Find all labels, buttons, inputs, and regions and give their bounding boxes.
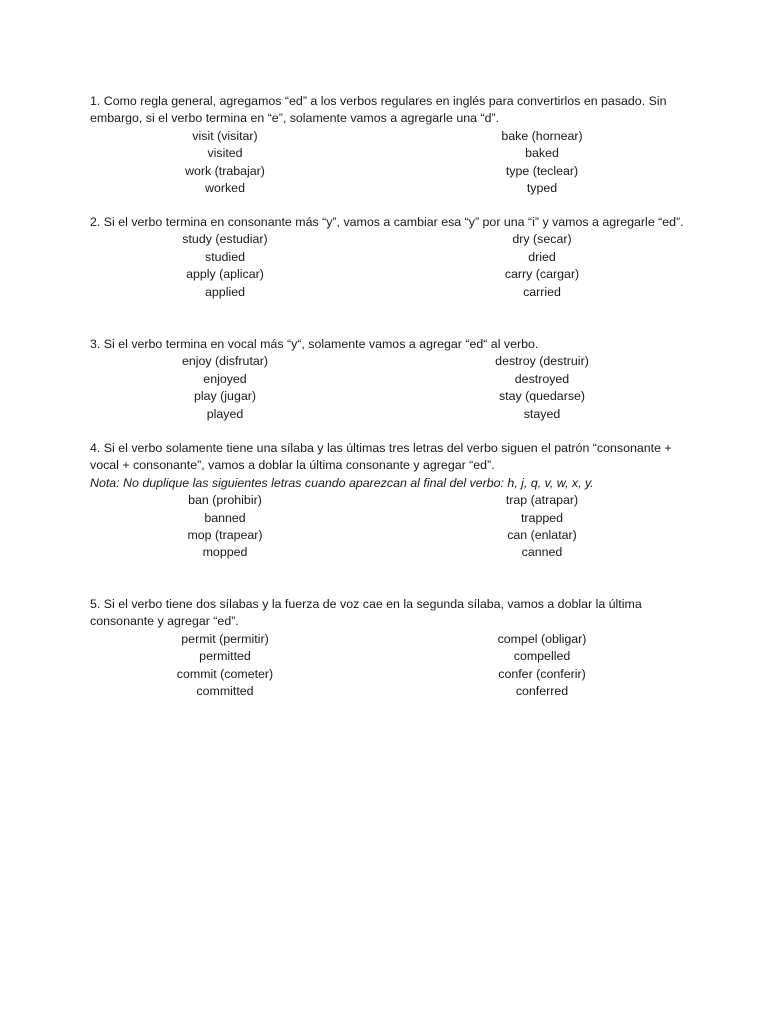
rule-3-left-column — [105, 353, 345, 423]
example-verb: carry (cargar) — [504, 267, 580, 282]
example-verb: mop (trapear) — [187, 528, 263, 542]
rule-4-text: 4. Si el verbo solamente tiene una sílaba y las últimas tres letras del verbo siguen el patrón “consonante + vocal + consonante”, vamos a doblar la última consonante y agregar “ed”. — [90, 441, 672, 473]
example-past: canned — [521, 545, 563, 560]
example-verb: can (enlatar) — [507, 528, 577, 542]
rule-section-4 — [90, 440, 690, 562]
example-past: worked — [205, 180, 245, 195]
rule-4-right-column — [422, 492, 662, 562]
rule-5-right-column — [422, 631, 662, 701]
rule-2-text: 2. Si el verbo termina en consonante más “y”, vamos a cambiar esa “y” por una “i” y vamos a agregarle “ed”. — [90, 215, 684, 229]
example-verb: confer (conferir) — [498, 666, 586, 681]
example-verb: stay (quedarse) — [498, 389, 586, 404]
rule-4-left-column — [105, 492, 345, 562]
example-verb: ban (prohibir) — [188, 493, 262, 508]
rule-section-5 — [90, 596, 690, 701]
example-past: baked — [525, 146, 559, 161]
example-past: dried — [528, 249, 556, 264]
example-past: committed — [196, 683, 254, 698]
rule-2-right-column — [422, 231, 662, 301]
example-verb: study (estudiar) — [182, 232, 268, 247]
example-verb: work (trabajar) — [185, 163, 265, 178]
example-verb: bake (hornear) — [501, 128, 583, 143]
rule-1-text: 1. Como regla general, agregamos “ed” a los verbos regulares en inglés para convertirlos en pasado. Sin embargo, si el verbo termina en “e”, solamente vamos a agregarle una “d”. — [90, 94, 667, 126]
rule-5-left-column — [105, 631, 345, 701]
rule-section-2 — [90, 214, 690, 301]
example-verb: destroy (destruir) — [495, 354, 589, 369]
example-verb: permit (permitir) — [181, 631, 269, 646]
example-past: applied — [205, 284, 245, 299]
example-verb: apply (aplicar) — [186, 267, 264, 282]
example-past: stayed — [523, 406, 561, 421]
rule-3-text: 3. Si el verbo termina en vocal más “y“, solamente vamos a agregar “ed“ al verbo. — [90, 337, 539, 351]
rule-5-examples — [90, 631, 690, 701]
example-past: conferred — [515, 683, 569, 698]
rule-1-examples — [90, 128, 690, 198]
example-past: banned — [204, 510, 246, 525]
example-verb: enjoy (disfrutar) — [181, 354, 269, 369]
rule-3-examples — [90, 353, 690, 423]
example-past: visited — [207, 146, 243, 161]
example-verb: commit (cometer) — [176, 666, 274, 681]
rule-2-left-column — [105, 231, 345, 301]
rule-section-1 — [90, 93, 690, 198]
example-past: trapped — [520, 510, 564, 525]
example-past: mopped — [202, 545, 248, 560]
example-verb: play (jugar) — [194, 389, 256, 404]
example-verb: type (teclear) — [505, 163, 579, 178]
example-past: typed — [526, 180, 558, 195]
example-past: permitted — [199, 649, 251, 664]
example-verb: compel (obligar) — [497, 631, 587, 646]
example-past: enjoyed — [203, 371, 247, 386]
example-past: studied — [205, 249, 245, 264]
example-verb: visit (visitar) — [192, 128, 258, 143]
example-past: destroyed — [514, 371, 570, 386]
rule-1-left-column — [105, 128, 345, 198]
example-past: carried — [523, 284, 561, 299]
example-verb: trap (atrapar) — [505, 493, 579, 508]
rule-3-right-column — [422, 353, 662, 423]
rule-section-3 — [90, 336, 690, 423]
example-verb: dry (secar) — [512, 232, 572, 247]
rule-4-examples — [90, 492, 690, 562]
rule-1-right-column — [422, 128, 662, 198]
rule-4-note: Nota: No duplique las siguientes letras cuando aparezcan al final del verbo: h, j, q, v, w, x, y. — [90, 475, 594, 490]
rule-2-examples — [90, 231, 690, 301]
rule-5-text: 5. Si el verbo tiene dos sílabas y la fuerza de voz cae en la segunda sílaba, vamos a doblar la última consonante y agregar “ed”. — [90, 597, 642, 629]
example-past: compelled — [513, 649, 571, 664]
example-past: played — [206, 406, 244, 421]
